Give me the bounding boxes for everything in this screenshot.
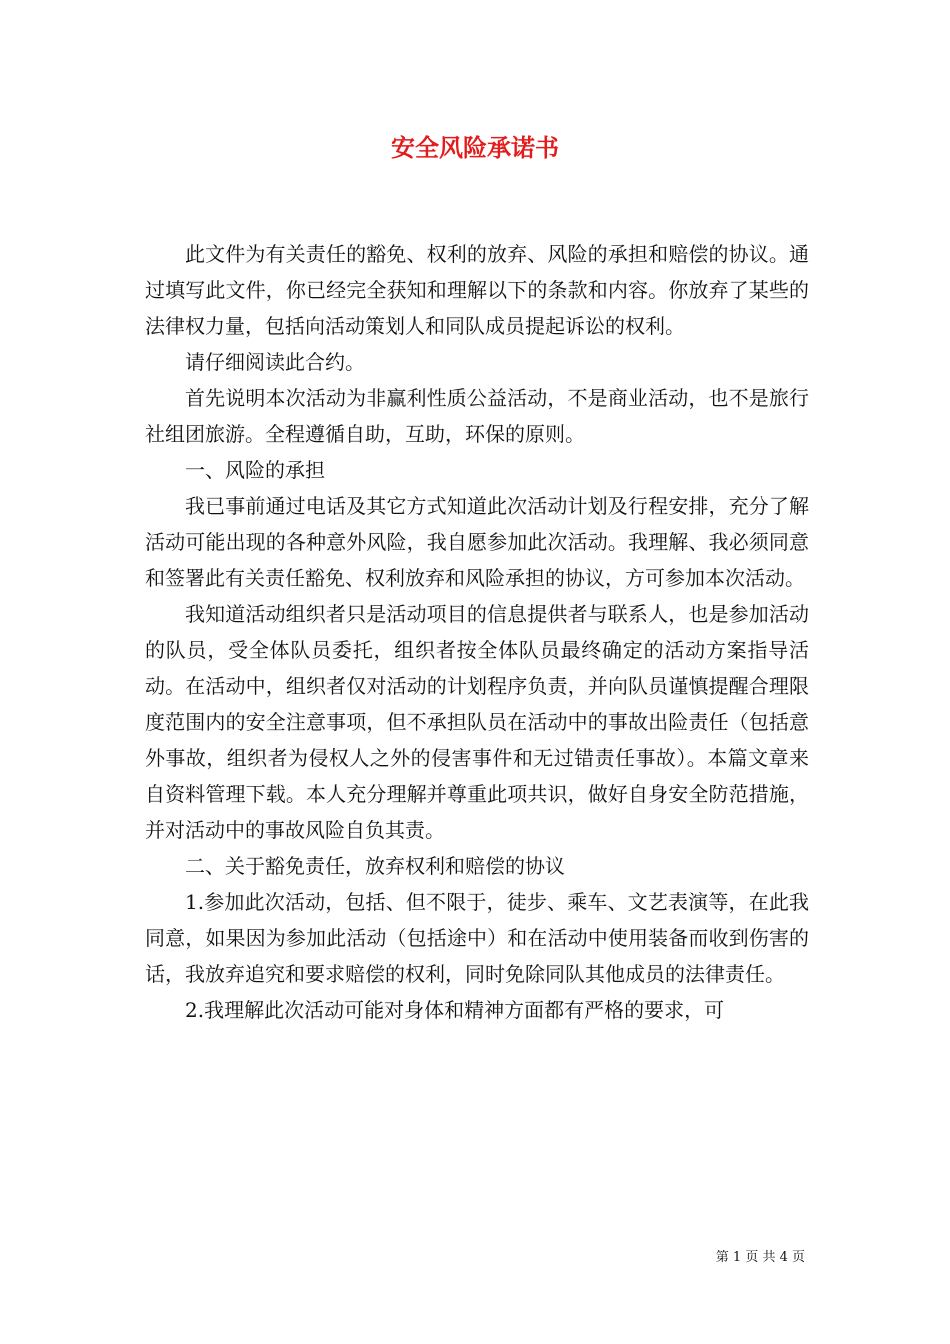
paragraph-activity-nature: 首先说明本次活动为非赢利性质公益活动，不是商业活动，也不是旅行社组团旅游。全程遵循自助，互助，环保的原则。 [145, 386, 809, 446]
section-heading-risk: 一、风险的承担 [185, 458, 325, 482]
paragraph-organizer-role: 我知道活动组织者只是活动项目的信息提供者与联系人，也是参加活动的队员，受全体队员委托，组织者按全体队员最终确定的活动方案指导活动。在活动中，组织者仅对活动的计划程序负责，并向队员谨慎提醒合理限度范围内的安全注意事项，但不承担队员在活动中的事故出险责任（包括意外事故，组织者为侵权人之外的侵害事件和无过错责任事故）。本篇文章来自资料管理下载。本人充分理解并尊重此项共识，做好自身安全防范措施，并对活动中的事故风险自负其责。 [145, 602, 809, 842]
paragraph-clause-1: 1.参加此次活动，包括、但不限于，徒步、乘车、文艺表演等，在此我同意，如果因为参加此活动（包括途中）和在活动中使用装备而收到伤害的话，我放弃追究和要求赔偿的权利，同时免除同队其他成员的法律责任。 [145, 890, 809, 986]
section-heading-waiver: 二、关于豁免责任，放弃权利和赔偿的协议 [185, 854, 565, 878]
page-number-footer: 第 1 页 共 4 页 [715, 1250, 805, 1265]
document-title: 安全风险承诺书 [391, 133, 559, 162]
paragraph-risk-assumption: 我已事前通过电话及其它方式知道此次活动计划及行程安排，充分了解活动可能出现的各种意外风险，我自愿参加此次活动。我理解、我必须同意和签署此有关责任豁免、权利放弃和风险承担的协议，方可参加本次活动。 [145, 494, 809, 590]
paragraph-read-notice: 请仔细阅读此合约。 [185, 350, 365, 374]
paragraph-intro: 此文件为有关责任的豁免、权利的放弃、风险的承担和赔偿的协议。通过填写此文件，你已经完全获知和理解以下的条款和内容。你放弃了某些的法律权力量，包括向活动策划人和同队成员提起诉讼的权利。 [145, 242, 809, 338]
document-body [145, 236, 809, 1028]
paragraph-clause-2: 2.我理解此次活动可能对身体和精神方面都有严格的要求，可 [185, 998, 725, 1022]
